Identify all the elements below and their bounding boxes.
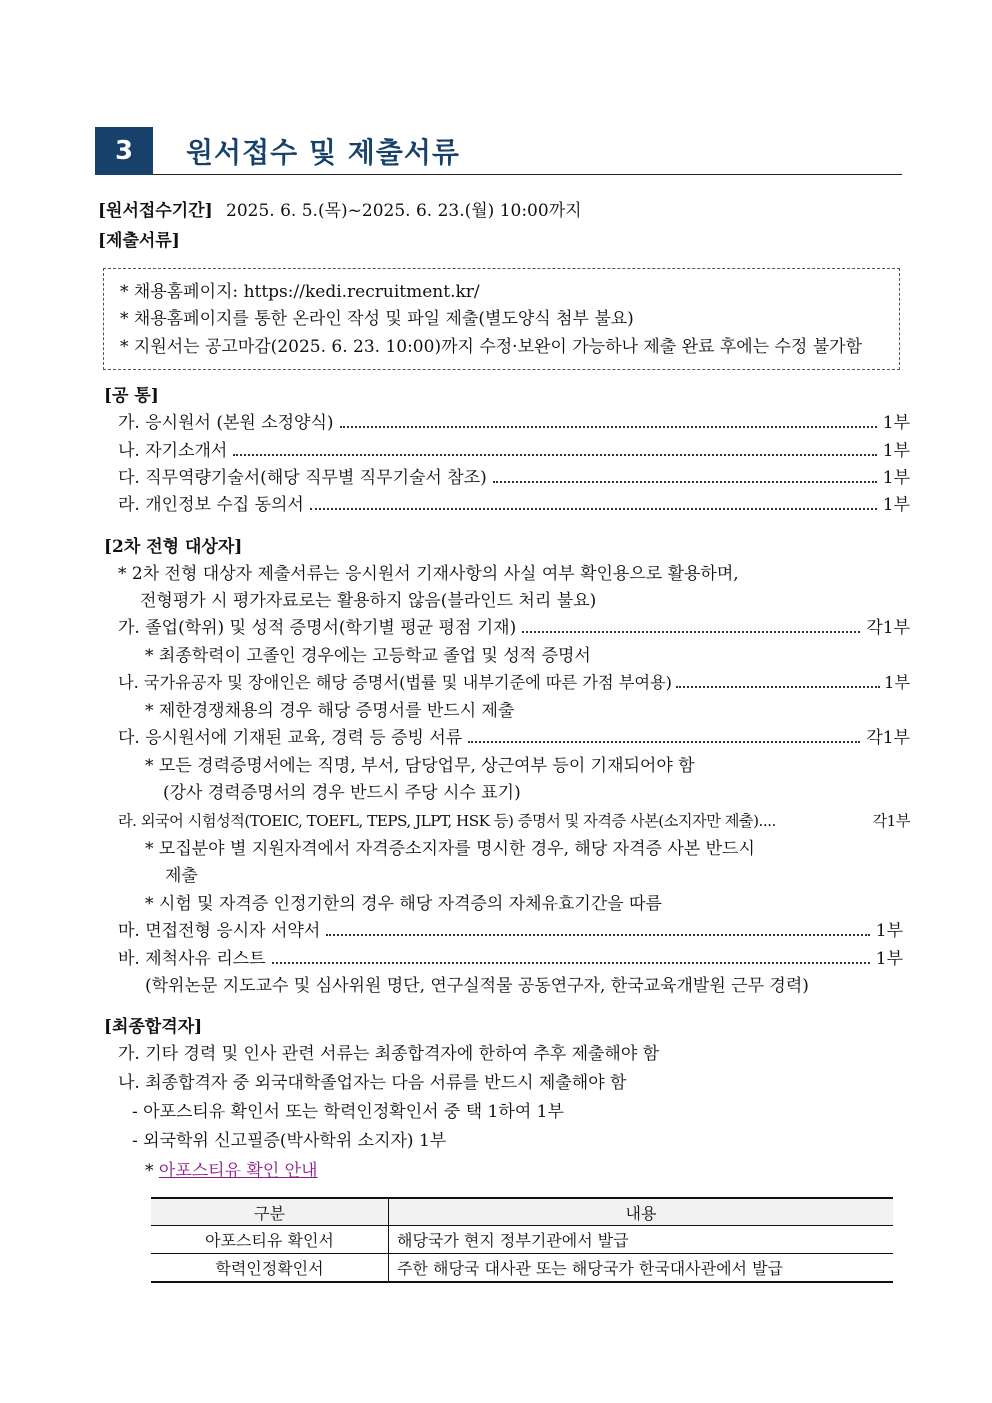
notice-homepage: * 채용홈페이지: https://kedi.recruitment.kr/ — [120, 282, 480, 302]
guide-star: * — [145, 1161, 154, 1181]
second-item-pledge — [118, 920, 903, 942]
final-item-a: 가. 기타 경력 및 인사 관련 서류는 최종합격자에 한하여 추후 제출해야 함 — [118, 1044, 660, 1064]
second-item-exclusion-note: (학위논문 지도교수 및 심사위원 명단, 연구실적물 공동연구자, 한국교육개발원 근무 경력) — [145, 976, 809, 996]
second-item-language-note-1b: 제출 — [165, 866, 198, 886]
leader-dots — [272, 961, 870, 964]
section-title: 원서접수 및 제출서류 — [186, 136, 460, 169]
common-item-privacy — [118, 494, 910, 516]
leader-dots — [468, 740, 860, 743]
item-qty: 1부 — [875, 949, 903, 969]
leader-dots — [493, 480, 877, 483]
apostille-guide-link[interactable]: 아포스티유 확인 안내 — [158, 1161, 318, 1181]
leader-dots — [233, 453, 876, 456]
leader-dots — [340, 425, 877, 428]
second-item-language-note-1: * 모집분야 별 지원자격에서 자격증소지자를 명시한 경우, 해당 자격증 사본 반드시 — [145, 839, 755, 859]
item-label: 바. 제척사유 리스트 — [118, 949, 266, 969]
notice-deadline: * 지원서는 공고마감(2025. 6. 23. 10:00)까지 수정·보완이 가능하나 제출 완료 후에는 수정 불가함 — [120, 337, 863, 357]
item-label: 가. 응시원서 (본원 소정양식) — [118, 413, 334, 433]
period-label: [원서접수기간] — [98, 201, 213, 221]
final-item-b-2: - 외국학위 신고필증(박사학위 소지자) 1부 — [132, 1131, 447, 1151]
item-qty: 1부 — [882, 441, 910, 461]
period-row — [98, 200, 582, 222]
second-item-merit-note: * 제한경쟁채용의 경우 해당 증명서를 반드시 제출 — [145, 701, 515, 721]
second-note-2: 전형평가 시 평가자료로는 활용하지 않음(블라인드 처리 불요) — [140, 591, 597, 611]
second-item-evidence — [118, 727, 910, 749]
item-label: 라. 외국어 시험성적(TOEIC, TOEFL, TEPS, JLPT, HSK 등) 증명서 및 자격증 사본(소지자만 제출).... — [118, 812, 776, 830]
table-header-type: 구분 — [151, 1198, 389, 1226]
second-item-evidence-note-2: (강사 경력증명서의 경우 반드시 주당 시수 표기) — [163, 783, 521, 803]
table-header-content: 내용 — [389, 1198, 894, 1226]
table-cell-type: 아포스티유 확인서 — [151, 1226, 389, 1254]
item-qty: 각1부 — [872, 812, 910, 830]
item-qty: 1부 — [875, 921, 903, 941]
item-label: 다. 직무역량기술서(해당 직무별 직무기술서 참조) — [118, 468, 487, 488]
second-note-1: * 2차 전형 대상자 제출서류는 응시원서 기재사항의 사실 여부 확인용으로 활용하며, — [118, 564, 739, 584]
table-header-row — [151, 1198, 893, 1226]
second-heading: [2차 전형 대상자] — [104, 537, 243, 557]
item-label: 마. 면접전형 응시자 서약서 — [118, 921, 321, 941]
second-item-evidence-note-1: * 모든 경력증명서에는 직명, 부서, 담당업무, 상근여부 등이 기재되어야 함 — [145, 756, 695, 776]
item-qty: 1부 — [882, 495, 910, 515]
item-qty: 각1부 — [866, 618, 910, 638]
notice-online: * 채용홈페이지를 통한 온라인 작성 및 파일 제출(별도양식 첨부 불요) — [120, 309, 634, 329]
item-label: 나. 자기소개서 — [118, 441, 228, 461]
final-item-b-1: - 아포스티유 확인서 또는 학력인정확인서 중 택 1하여 1부 — [132, 1102, 564, 1122]
apostille-guide-row — [145, 1160, 318, 1182]
table-row — [151, 1226, 893, 1254]
item-label: 다. 응시원서에 기재된 교육, 경력 등 증빙 서류 — [118, 728, 463, 748]
leader-dots — [676, 685, 880, 688]
table-row — [151, 1254, 893, 1283]
section-divider — [153, 174, 902, 175]
apostille-table — [151, 1197, 893, 1283]
second-item-exclusion — [118, 948, 903, 970]
item-label: 라. 개인정보 수집 동의서 — [118, 495, 304, 515]
table-cell-type: 학력인정확인서 — [151, 1254, 389, 1283]
item-label: 나. 국가유공자 및 장애인은 해당 증명서(법률 및 내부기준에 따른 가점 부여용) — [118, 673, 672, 692]
item-qty: 1부 — [882, 413, 910, 433]
table-cell-content: 해당국가 현지 정부기관에서 발급 — [389, 1226, 894, 1254]
item-qty: 1부 — [882, 468, 910, 488]
common-item-application — [118, 412, 910, 434]
leader-dots — [522, 630, 860, 633]
common-heading: [공 통] — [104, 386, 159, 406]
item-label: 가. 졸업(학위) 및 성적 증명서(학기별 평균 평점 기재) — [118, 618, 517, 638]
final-item-b: 나. 최종합격자 중 외국대학졸업자는 다음 서류를 반드시 제출해야 함 — [118, 1073, 627, 1093]
section-number-badge: 3 — [95, 127, 153, 175]
second-item-language-note-2: * 시험 및 자격증 인정기한의 경우 해당 자격증의 자체유효기간을 따름 — [145, 894, 662, 914]
item-qty: 1부 — [884, 673, 910, 692]
table-cell-content: 주한 해당국 대사관 또는 해당국가 한국대사관에서 발급 — [389, 1254, 894, 1283]
period-value: 2025. 6. 5.(목)~2025. 6. 23.(월) 10:00까지 — [226, 201, 582, 221]
second-item-merit — [118, 672, 910, 694]
docs-heading: [제출서류] — [98, 231, 180, 251]
final-heading: [최종합격자] — [104, 1017, 203, 1037]
item-qty: 각1부 — [866, 728, 910, 748]
leader-dots — [310, 507, 877, 510]
common-item-competency — [118, 467, 910, 489]
second-item-graduation-note: * 최종학력이 고졸인 경우에는 고등학교 졸업 및 성적 증명서 — [145, 646, 591, 666]
common-item-intro — [118, 440, 910, 462]
second-item-language — [118, 810, 910, 832]
leader-dots — [326, 933, 869, 936]
second-item-graduation — [118, 617, 910, 639]
